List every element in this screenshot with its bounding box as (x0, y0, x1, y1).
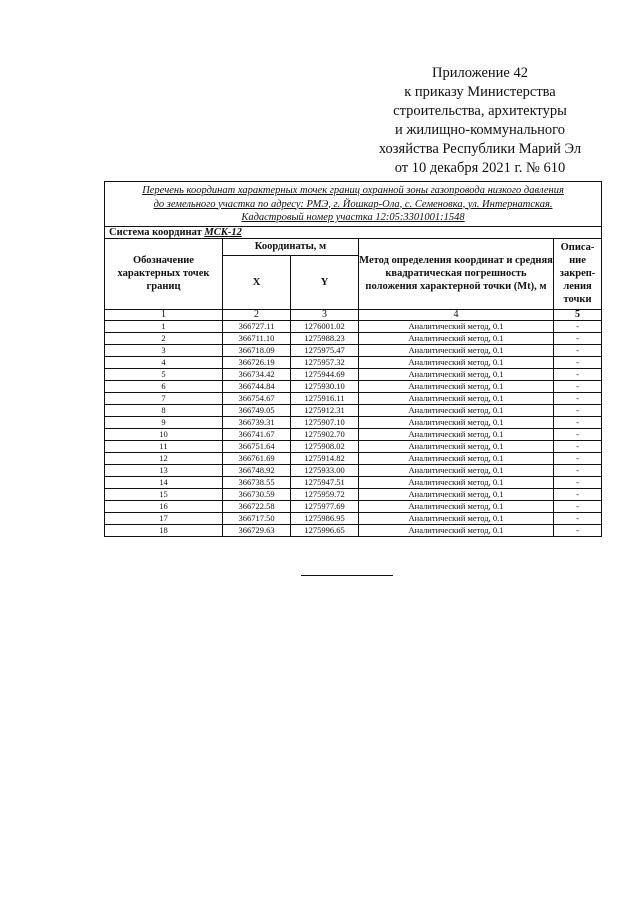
description-cell: - (554, 488, 602, 500)
method-cell: Аналитический метод, 0.1 (359, 320, 554, 332)
end-rule (301, 575, 393, 576)
point-number: 9 (105, 416, 223, 428)
point-number: 1 (105, 320, 223, 332)
coord-x: 366730.59 (223, 488, 291, 500)
coord-x: 366711.10 (223, 332, 291, 344)
coord-x: 366761.69 (223, 452, 291, 464)
header-designation: Обозначение характерных точек границ (105, 238, 223, 309)
coord-x: 366741.67 (223, 428, 291, 440)
description-cell: - (554, 476, 602, 488)
coord-y: 1275988.23 (291, 332, 359, 344)
appendix-line: строительства, архитектуры (393, 103, 567, 119)
coord-x: 366744.84 (223, 380, 291, 392)
coord-y: 1275933.00 (291, 464, 359, 476)
table-row (105, 440, 602, 452)
caption-line: до земельного участка по адресу: РМЭ, г. Йошкар-Ола, с. Семеновка, ул. Интернатская. (153, 198, 553, 210)
header-y: Y (291, 255, 359, 309)
coord-x: 366738.55 (223, 476, 291, 488)
table-row (105, 392, 602, 404)
point-number: 14 (105, 476, 223, 488)
description-cell: - (554, 512, 602, 524)
coord-y: 1275975.47 (291, 344, 359, 356)
description-cell: - (554, 464, 602, 476)
coord-y: 1275944.69 (291, 368, 359, 380)
method-cell: Аналитический метод, 0.1 (359, 464, 554, 476)
table-row (105, 344, 602, 356)
description-cell: - (554, 524, 602, 536)
table-row (105, 512, 602, 524)
appendix-line: хозяйства Республики Марий Эл (378, 141, 582, 157)
point-number: 11 (105, 440, 223, 452)
description-cell: - (554, 356, 602, 368)
column-number: 3 (291, 309, 359, 320)
coord-x: 366748.92 (223, 464, 291, 476)
appendix-heading (355, 64, 605, 178)
point-number: 12 (105, 452, 223, 464)
header-row-1 (105, 238, 602, 255)
coord-y: 1275986.95 (291, 512, 359, 524)
method-cell: Аналитический метод, 0.1 (359, 368, 554, 380)
coordinates-table (104, 181, 602, 537)
coord-x: 366726.19 (223, 356, 291, 368)
table-row (105, 356, 602, 368)
description-cell: - (554, 440, 602, 452)
method-cell: Аналитический метод, 0.1 (359, 452, 554, 464)
method-cell: Аналитический метод, 0.1 (359, 476, 554, 488)
header-description: Описа-ние закреп-ления точки (554, 238, 602, 309)
coord-y: 1275947.51 (291, 476, 359, 488)
point-number: 7 (105, 392, 223, 404)
point-number: 13 (105, 464, 223, 476)
column-number-row (105, 309, 602, 320)
coord-y: 1275959.72 (291, 488, 359, 500)
coord-y: 1275977.69 (291, 500, 359, 512)
coord-y: 1275996.65 (291, 524, 359, 536)
table-row (105, 524, 602, 536)
coord-y: 1275914.82 (291, 452, 359, 464)
coord-y: 1275916.11 (291, 392, 359, 404)
appendix-line: от 10 декабря 2021 г. № 610 (394, 160, 566, 176)
point-number: 4 (105, 356, 223, 368)
description-cell: - (554, 320, 602, 332)
method-cell: Аналитический метод, 0.1 (359, 524, 554, 536)
point-number: 5 (105, 368, 223, 380)
method-cell: Аналитический метод, 0.1 (359, 416, 554, 428)
appendix-line: Приложение 42 (432, 65, 528, 81)
description-cell: - (554, 500, 602, 512)
description-cell: - (554, 332, 602, 344)
point-number: 2 (105, 332, 223, 344)
table-row (105, 416, 602, 428)
coord-y: 1275930.10 (291, 380, 359, 392)
description-cell: - (554, 380, 602, 392)
column-number: 5 (554, 309, 602, 320)
point-number: 16 (105, 500, 223, 512)
caption-row (105, 182, 602, 227)
point-number: 15 (105, 488, 223, 500)
coord-y: 1275957.32 (291, 356, 359, 368)
table-row (105, 452, 602, 464)
table-row (105, 464, 602, 476)
method-cell: Аналитический метод, 0.1 (359, 488, 554, 500)
appendix-line: к приказу Министерства (404, 84, 556, 100)
method-cell: Аналитический метод, 0.1 (359, 332, 554, 344)
column-number: 1 (105, 309, 223, 320)
table-row (105, 368, 602, 380)
point-number: 6 (105, 380, 223, 392)
method-cell: Аналитический метод, 0.1 (359, 440, 554, 452)
description-cell: - (554, 344, 602, 356)
coord-x: 366734.42 (223, 368, 291, 380)
method-cell: Аналитический метод, 0.1 (359, 500, 554, 512)
column-number: 4 (359, 309, 554, 320)
point-number: 3 (105, 344, 223, 356)
table-row (105, 380, 602, 392)
coord-x: 366717.50 (223, 512, 291, 524)
coordinate-system-row (105, 226, 602, 238)
coordinate-system (105, 226, 602, 238)
header-method: Метод определения координат и средняя квадратическая погрешность положения характерной точки (Mt), м (359, 238, 554, 309)
point-number: 18 (105, 524, 223, 536)
method-cell: Аналитический метод, 0.1 (359, 512, 554, 524)
coord-x: 366749.05 (223, 404, 291, 416)
point-number: 10 (105, 428, 223, 440)
caption-line: Кадастровый номер участка 12:05:3301001:1548 (241, 212, 465, 223)
coord-y: 1276001.02 (291, 320, 359, 332)
description-cell: - (554, 404, 602, 416)
coord-x: 366729.63 (223, 524, 291, 536)
description-cell: - (554, 368, 602, 380)
method-cell: Аналитический метод, 0.1 (359, 356, 554, 368)
header-x: X (223, 255, 291, 309)
description-cell: - (554, 452, 602, 464)
coord-y: 1275912.31 (291, 404, 359, 416)
point-number: 8 (105, 404, 223, 416)
table-row (105, 488, 602, 500)
method-cell: Аналитический метод, 0.1 (359, 404, 554, 416)
point-number: 17 (105, 512, 223, 524)
table-row (105, 428, 602, 440)
coord-y: 1275902.70 (291, 428, 359, 440)
description-cell: - (554, 416, 602, 428)
coord-x: 366754.67 (223, 392, 291, 404)
coord-x: 366739.31 (223, 416, 291, 428)
header-coordinates: Координаты, м (223, 238, 359, 255)
method-cell: Аналитический метод, 0.1 (359, 392, 554, 404)
table-caption (105, 182, 602, 227)
coord-y: 1275908.02 (291, 440, 359, 452)
coordinate-system-label: Система координат (109, 226, 202, 238)
description-cell: - (554, 428, 602, 440)
caption-line: Перечень координат характерных точек границ охранной зоны газопровода низкого давления (142, 185, 564, 196)
coord-x: 366727.11 (223, 320, 291, 332)
method-cell: Аналитический метод, 0.1 (359, 428, 554, 440)
column-number: 2 (223, 309, 291, 320)
table-row (105, 332, 602, 344)
coordinate-system-value: МСК-12 (204, 226, 242, 238)
table-row (105, 500, 602, 512)
description-cell: - (554, 392, 602, 404)
table-row (105, 320, 602, 332)
coord-x: 366751.64 (223, 440, 291, 452)
method-cell: Аналитический метод, 0.1 (359, 344, 554, 356)
coord-y: 1275907.10 (291, 416, 359, 428)
table-row (105, 404, 602, 416)
appendix-line: и жилищно-коммунального (394, 122, 566, 138)
coord-x: 366718.09 (223, 344, 291, 356)
table-body (105, 320, 602, 536)
method-cell: Аналитический метод, 0.1 (359, 380, 554, 392)
coord-x: 366722.58 (223, 500, 291, 512)
table-row (105, 476, 602, 488)
